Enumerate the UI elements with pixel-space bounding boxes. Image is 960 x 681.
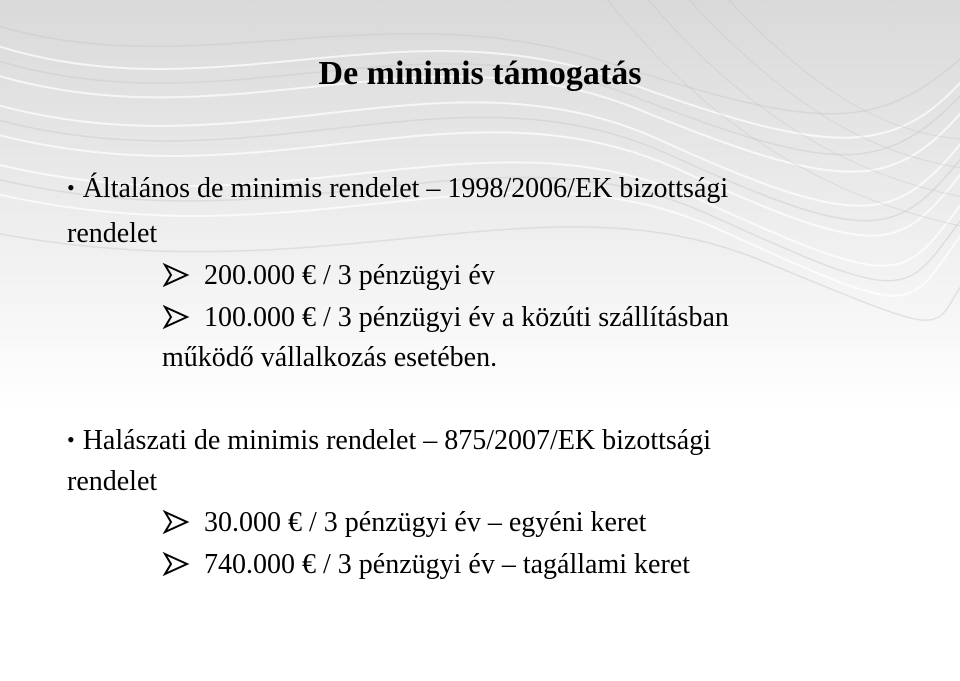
sub-bullet-text: 30.000 € / 3 pénzügyi év – egyéni keret [204, 507, 647, 538]
bullet-text-continuation: rendelet [67, 466, 158, 497]
sub-bullet-text: 200.000 € / 3 pénzügyi év [204, 260, 495, 291]
arrowhead-right-icon [162, 552, 190, 576]
arrowhead-right-icon [162, 510, 190, 534]
arrowhead-right-icon [162, 305, 190, 329]
sub-bullet-item [162, 548, 690, 582]
bullet-item [67, 424, 711, 459]
sub-bullet-item [162, 506, 646, 540]
sub-bullet-text: 100.000 € / 3 pénzügyi év a közúti szállításban [204, 302, 729, 333]
bullet-text-continuation: rendelet [67, 218, 158, 249]
bullet-dot-icon: • [67, 427, 75, 452]
bullet-item [67, 172, 728, 207]
sub-bullet-item [162, 301, 729, 335]
sub-bullet-text: 740.000 € / 3 pénzügyi év – tagállami keret [204, 549, 690, 580]
slide-title: De minimis támogatás [318, 55, 642, 92]
bullet-text: Általános de minimis rendelet – 1998/2006/EK bizottsági [82, 173, 729, 204]
sub-bullet-continuation: működő vállalkozás esetében. [162, 342, 498, 373]
bullet-text: Halászati de minimis rendelet – 875/2007/EK bizottsági [82, 425, 712, 456]
arrowhead-right-icon [162, 263, 190, 287]
bullet-dot-icon: • [67, 175, 75, 200]
sub-bullet-item [162, 259, 495, 293]
